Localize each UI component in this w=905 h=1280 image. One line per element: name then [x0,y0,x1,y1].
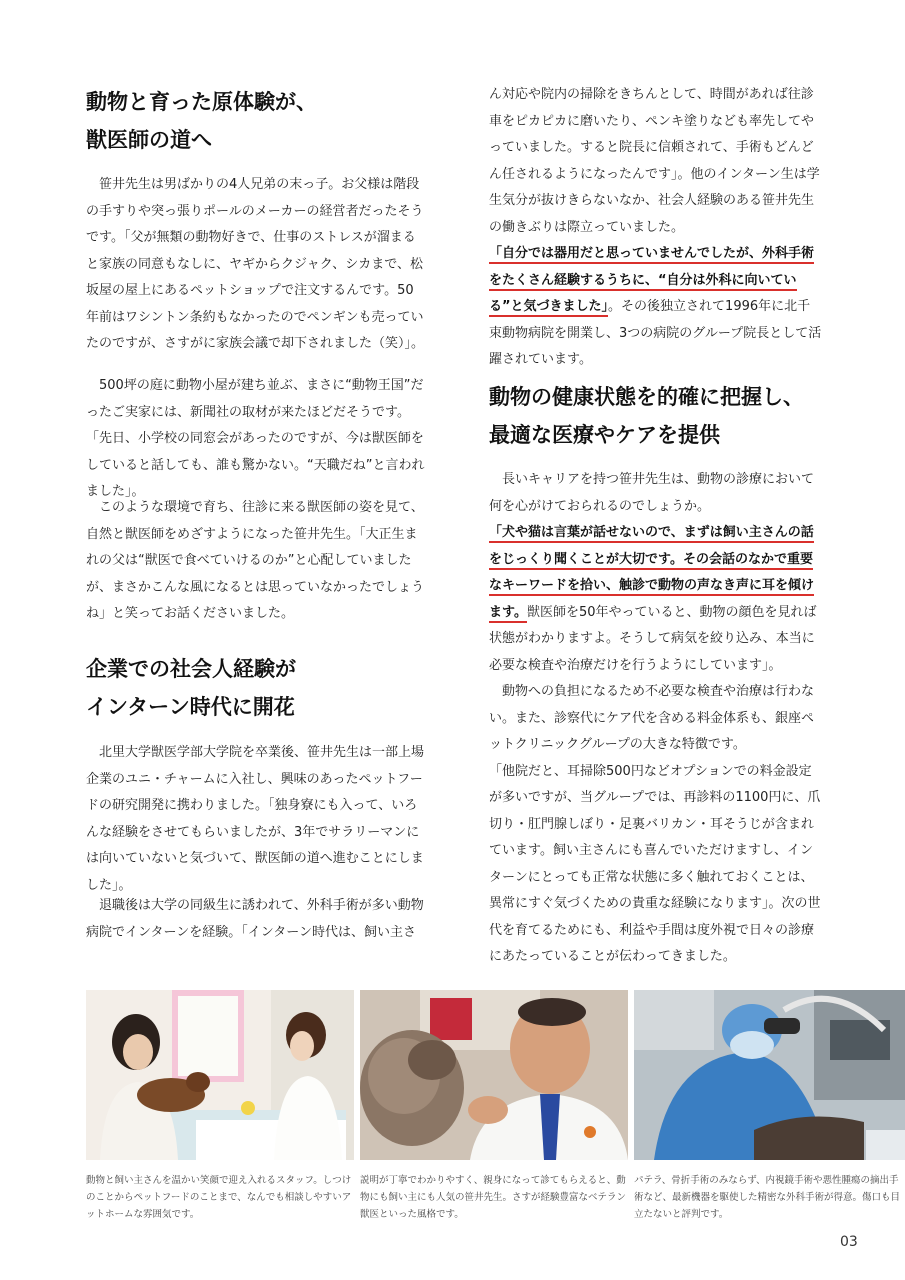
photo-caption: パテラ、骨折手術のみならず、内視鏡手術や悪性腫瘍の摘出手術など、最新機器を駆使した精密な外科手術が得意。傷口も目立たないと評判です。 [634,1175,901,1220]
paragraph [489,82,822,374]
paragraph [489,467,822,971]
paragraph-text: ん対応や院内の掃除をきちんとして、時間があれば往診車をピカピカに磨いたり、ペンキ塗りなども率先してやっていました。すると院長に信頼されて、手術もどんどん任されるようになったんです」。他のインターン生は学生気分が抜けきらないなか、社会人経験のある笹井先生の働きぶりは際立っていました。 [489,87,820,235]
heading-line: 動物の健康状態を的確に把握し、 [489,385,804,409]
paragraph-text: 獣医師を50年やっていると、動物の顔色を見れば状態がわかりますよ。そうして病気を絞り込み、本当に必要な検査や治療だけを行うようにしています」。 [489,604,817,673]
page-number: 03 [840,1234,858,1250]
heading-line: 最適な医療やケアを提供 [489,423,720,447]
paragraph-text: 長いキャリアを持つ笹井先生は、動物の診療において何を心がけておられるのでしょうか。 [489,472,815,514]
highlight-quote: 「犬や猫は言葉が話せないので、まずは飼い主さんの話をじっくり聞くことが大切です。その会話のなかで重要なキーワードを拾い、触診で動物の声なき声に耳を傾けます。 [489,525,814,623]
photo-strip [86,990,905,1160]
paragraph-text: 。その後独立されて1996年に北千束動物病院を開業し、3つの病院のグループ院長として活躍されています。 [489,299,822,367]
heading-corporate [86,650,426,726]
paragraph: このような環境で育ち、往診に来る獣医師の姿を見て、自然と獣医師をめざすようになった笹井先生。「大正生まれの父は“獣医で食べていけるのか”と心配していましたが、まさかこんな風になるとは思っていなかったでしょうね」と笑ってお話くださいました。 [86,500,425,621]
heading-line: 企業での社会人経験が [86,657,296,681]
paragraph-text: 動物への負担になるため不必要な検査や治療は行わない。また、診察代にケア代を含める料金体系も、銀座ペットクリニックグループの大きな特徴です。 [489,684,815,752]
highlight-quote: 「自分では器用だと思っていませんでしたが、外科手術をたくさん経験するうちに、“自分は外科に向いている”と気づきました」 [489,246,814,317]
paragraph: 笹井先生は男ばかりの4人兄弟の末っ子。お父様は階段の手すりや突っ張りポールのメーカーの経営者だったそうです。「父が無類の動物好きで、仕事のストレスが溜まると家族の同意もなしに、ヤギからクジャク、シカまで、松坂屋の屋上にあるペットショップで注文するんです。50年前はワシントン条約もなかったのでペンギンも売っていたのですが、さすがに家族会議で却下されました（笑）」。 [86,177,425,351]
photo-surgery [634,990,905,1160]
paragraph: 500坪の庭に動物小屋が建ち並ぶ、まさに“動物王国”だったご実家には、新聞社の取材が来たほどだそうです。「先日、小学校の同窓会があったのですが、今は獣医師をしていると話しても、誰も驚かない。“天職だね”と言われました」。 [86,378,425,499]
paragraph: 退職後は大学の同級生に誘われて、外科手術が多い動物病院でインターンを経験。「インターン時代は、飼い主さ [86,898,424,940]
heading-line: 獣医師の道へ [86,128,212,152]
paragraph-text: 「他院だと、耳掃除500円などオプションでの料金設定が多いですが、当グループでは、再診料の1100円に、爪切り・肛門腺しぼり・足裏バリカン・耳そうじが含まれています。飼い主さんにも喜んでいただけますし、インターンにとっても正常な状態に多く触れておくことは、異常にすぐ気づくための貴重な経験になります」。次の世代を育てるためにも、利益や手間は度外視で日々の診療にあたっていることが伝わってきました。 [489,763,821,964]
heading-line: インターン時代に開花 [86,695,295,719]
photo-reception [86,990,354,1160]
photo-caption: 動物と飼い主さんを温かい笑顔で迎え入れるスタッフ。しつけのことからペットフードのことまで、なんでも相談しやすいアットホームな雰囲気です。 [86,1175,352,1220]
heading-health [489,378,822,454]
photo-caption: 説明が丁寧でわかりやすく、親身になって診てもらえると、動物にも飼い主にも人気の笹井先生。さすが経験豊富なベテラン獣医といった風格です。 [360,1175,627,1220]
photo-doctor [360,990,628,1160]
paragraph: 北里大学獣医学部大学院を卒業後、笹井先生は一部上場企業のユニ・チャームに入社し、興味のあったペットフードの研究開発に携わりました。「独身寮にも入って、いろんな経験をさせてもらいましたが、3年でサラリーマンには向いていないと気づいて、獣医師の道へ進むことにしました」。 [86,745,425,893]
heading-origin [86,83,426,159]
heading-line: 動物と育った原体験が、 [86,90,317,114]
